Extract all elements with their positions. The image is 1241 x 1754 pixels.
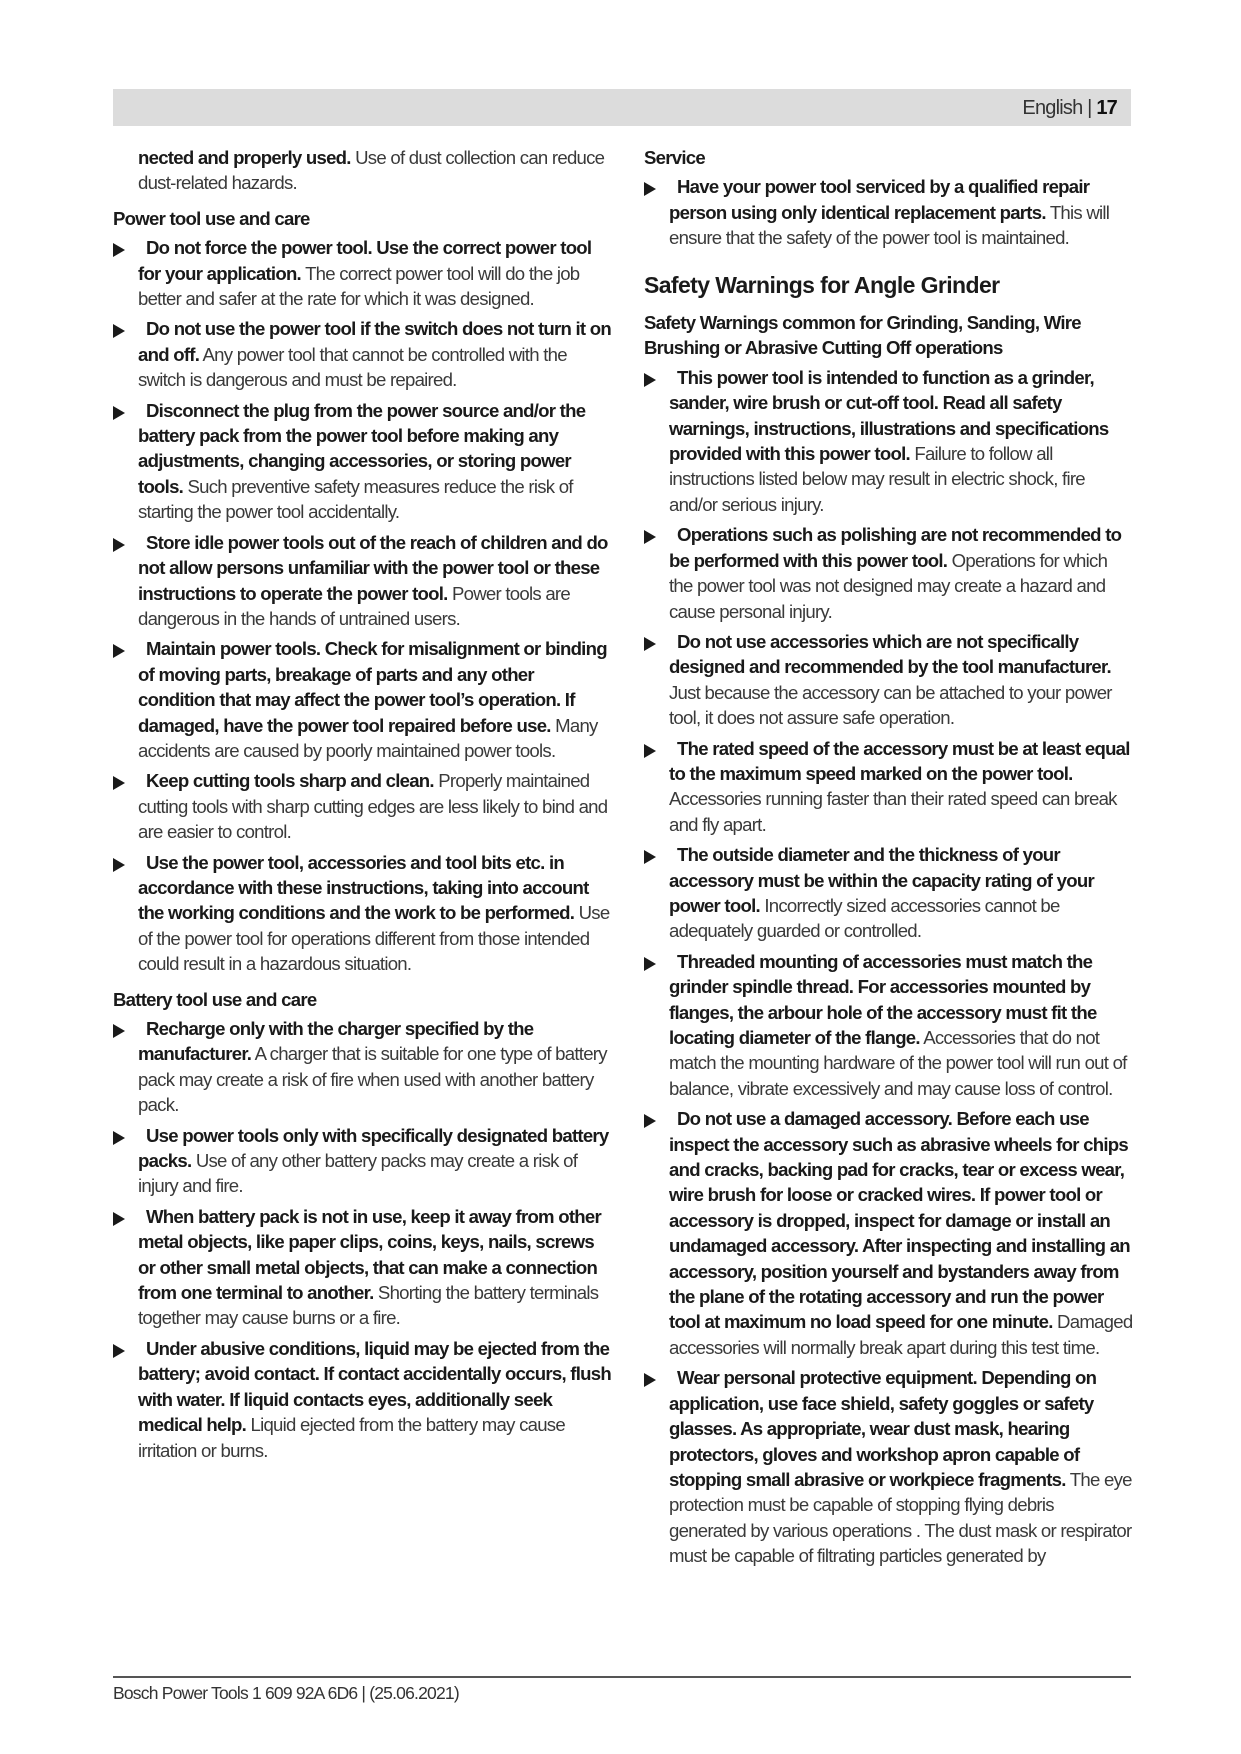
left-column (113, 145, 613, 1468)
bullet-text: Just because the accessory can be attached to your power tool, it does not assure safe operation. (669, 681, 1112, 729)
bullet-bold-text: Do not use a damaged accessory. Before each use inspect the accessory such as abrasive wheels for chips and cracks, backing pad for cracks, tear or excess wear, wire brush for loose or cracked wires. If power tool or accessory is dropped, inspect for damage or install an undamaged accessory. After inspecting and installing an accessory, position yourself and bystanders away from the plane of the rotating accessory and run the power tool at maximum no load speed for one minute. (669, 1108, 1130, 1333)
bullet-triangle-icon (113, 776, 125, 790)
bullet-text: Failure to follow all instructions listed below may result in electric shock, fire and/or serious injury. (669, 443, 1085, 515)
bullet-bold-text: Use the power tool, accessories and tool bits etc. in accordance with these instructions, taking into account the working conditions and the work to be performed. (138, 851, 589, 924)
section-title: Power tool use and care (113, 207, 310, 229)
bullet-bold-text: Wear personal protective equipment. Depending on application, use face shield, safety goggles or safety glasses. As appropriate, wear dust mask, hearing protectors, gloves and workshop apron capable of stopping small abrasive or workpiece fragments. (669, 1367, 1097, 1490)
bullet-bold-text: Recharge only with the charger specified by the manufacturer. (138, 1018, 534, 1065)
bullet-item (113, 1123, 613, 1199)
bullet-text: Properly maintained cutting tools with sharp cutting edges are less likely to bind and are easier to control. (138, 770, 608, 843)
bullet-bold-text: Do not use accessories which are not specifically designed and recommended by the tool manufacturer. (669, 630, 1111, 678)
bullet-text: Accessories running faster than their rated speed can break and fly apart. (669, 788, 1117, 835)
bullet-bold-text: Operations such as polishing are not recommended to be performed with this power tool. (669, 524, 1122, 571)
bullet-text: Power tools are dangerous in the hands of untrained users. (138, 582, 570, 629)
bullet-triangle-icon (113, 538, 125, 552)
header-language: English (1022, 97, 1083, 119)
page-header (1022, 97, 1117, 120)
bullet-bold-text: Maintain power tools. Check for misalignment or binding of moving parts, breakage of parts and any other condition that may affect the power tool’s operation. If damaged, have the power tool repaired before use. (138, 638, 607, 736)
bullet-bold-text: Do not force the power tool. Use the correct power tool for your application. (138, 237, 592, 284)
section-heading: Safety Warnings for Angle Grinder (644, 271, 1000, 298)
bullet-bold-text: Store idle power tools out of the reach of children and do not allow persons unfamiliar with the power tool or these instructions to operate the power tool. (138, 531, 608, 604)
bullet-text: The eye protection must be capable of stopping flying debris generated by various operations . The dust mask or respirator must be capable of filtrating particles generated by (669, 1468, 1132, 1567)
bullet-text: Shorting the battery terminals together may cause burns or a fire. (138, 1282, 599, 1329)
page-number: 17 (1096, 97, 1117, 119)
bullet-item (644, 736, 1134, 838)
bullet-triangle-icon (113, 243, 125, 257)
bullet-bold-text: Have your power tool serviced by a qualified repair person using only identical replacement parts. (669, 176, 1090, 223)
bullet-item (644, 365, 1134, 517)
bullet-item (113, 1336, 613, 1463)
bullet-triangle-icon (113, 1212, 125, 1226)
bullet-item (113, 768, 613, 844)
bullet-triangle-icon (113, 324, 125, 338)
section-title-service: Service (644, 147, 705, 168)
section-subheading: Safety Warnings common for Grinding, Sanding, Wire Brushing or Abrasive Cutting Off operations (644, 312, 1081, 359)
bullet-item (644, 1106, 1134, 1360)
bullet-triangle-icon (113, 1131, 125, 1145)
bullet-text: Use of any other battery packs may create a risk of injury and fire. (138, 1150, 578, 1197)
continued-bold: nected and properly used. (138, 147, 351, 168)
footer-text: Bosch Power Tools 1 609 92A 6D6 | (25.06.2021) (113, 1683, 459, 1703)
bullet-triangle-icon (644, 373, 656, 387)
bullet-triangle-icon (113, 406, 125, 420)
bullet-text: Operations for which the power tool was not designed may create a hazard and cause personal injury. (669, 549, 1108, 622)
continued-text: Use of dust collection can reduce dust-related hazards. (138, 147, 605, 194)
bullet-item (113, 850, 613, 977)
bullet-item (644, 1365, 1134, 1568)
bullet-item (113, 530, 613, 632)
bullet-triangle-icon (113, 1024, 125, 1038)
bullet-bold-text: This power tool is intended to function as a grinder, sander, wire brush or cut-off tool. Read all safety warnings, instructions, illustrations and specifications provided with this power tool. (669, 366, 1109, 465)
bullet-item (644, 522, 1134, 624)
bullet-text: Use of the power tool for operations different from those intended could result in a hazardous situation. (138, 902, 610, 975)
continued-paragraph (138, 145, 613, 196)
bullet-item (644, 174, 1134, 250)
bullet-bold-text: Keep cutting tools sharp and clean. (146, 770, 434, 792)
bullet-text: The correct power tool will do the job better and safer at the rate for which it was designed. (138, 262, 580, 310)
bullet-item (644, 949, 1134, 1101)
bullet-bold-text: Under abusive conditions, liquid may be ejected from the battery; avoid contact. If contact accidentally occurs, flush with water. If liquid contacts eyes, additionally seek medical help. (138, 1337, 611, 1436)
bullet-triangle-icon (644, 744, 656, 758)
bullet-text: Liquid ejected from the battery may cause irritation or burns. (138, 1414, 565, 1461)
bullet-bold-text: The rated speed of the accessory must be at least equal to the maximum speed marked on the power tool. (669, 737, 1130, 784)
bullet-text: Many accidents are caused by poorly maintained power tools. (138, 714, 598, 761)
bullet-bold-text: Use power tools only with specifically designated battery packs. (138, 1124, 609, 1172)
bullet-item (644, 842, 1134, 944)
bullet-text: A charger that is suitable for one type of battery pack may create a risk of fire when used with another battery pack. (138, 1043, 607, 1116)
bullet-triangle-icon (644, 850, 656, 864)
bullet-triangle-icon (644, 1114, 656, 1128)
bullet-item (113, 1016, 613, 1118)
bullet-bold-text: Threaded mounting of accessories must match the grinder spindle thread. For accessories mounted by flanges, the arbour hole of the accessory must fit the locating diameter of the flange. (669, 950, 1097, 1048)
bullet-triangle-icon (113, 644, 125, 658)
bullet-item (113, 636, 613, 763)
bullet-triangle-icon (644, 637, 656, 651)
bullet-bold-text: When battery pack is not in use, keep it away from other metal objects, like paper clips, coins, keys, nails, screws or other small metal objects, that can make a connection from one terminal to another. (138, 1205, 601, 1304)
bullet-triangle-icon (113, 1344, 125, 1358)
bullet-bold-text: Do not use the power tool if the switch does not turn it on and off. (138, 318, 611, 365)
right-column (644, 145, 1134, 1574)
bullet-text: Such preventive safety measures reduce the risk of starting the power tool accidentally. (138, 475, 573, 523)
page-header-bar (113, 89, 1131, 126)
bullet-item (113, 398, 613, 525)
bullet-text: Damaged accessories will normally break apart during this test time. (669, 1311, 1133, 1358)
bullet-triangle-icon (644, 957, 656, 971)
bullet-item (644, 629, 1134, 731)
header-separator: | (1087, 97, 1092, 119)
bullet-bold-text: The outside diameter and the thickness of your accessory must be within the capacity rating of your power tool. (669, 844, 1094, 916)
bullet-item (113, 316, 613, 392)
bullet-text: Incorrectly sized accessories cannot be adequately guarded or controlled. (669, 894, 1060, 942)
bullet-text: Accessories that do not match the mounting hardware of the power tool will run out of balance, vibrate excessively and may cause loss of control. (669, 1027, 1127, 1099)
bullet-bold-text: Disconnect the plug from the power source and/or the battery pack from the power tool before making any adjustments, changing accessories, or storing power tools. (138, 399, 586, 497)
bullet-triangle-icon (113, 858, 125, 872)
bullet-triangle-icon (644, 1373, 656, 1387)
bullet-item (113, 1204, 613, 1331)
bullet-text: Any power tool that cannot be controlled with the switch is dangerous and must be repaired. (138, 343, 567, 391)
bullet-triangle-icon (644, 530, 656, 544)
bullet-text: This will ensure that the safety of the power tool is maintained. (669, 201, 1110, 249)
bullet-item (113, 235, 613, 311)
section-title: Battery tool use and care (113, 988, 317, 1010)
footer-divider (113, 1676, 1131, 1678)
bullet-triangle-icon (644, 182, 656, 196)
